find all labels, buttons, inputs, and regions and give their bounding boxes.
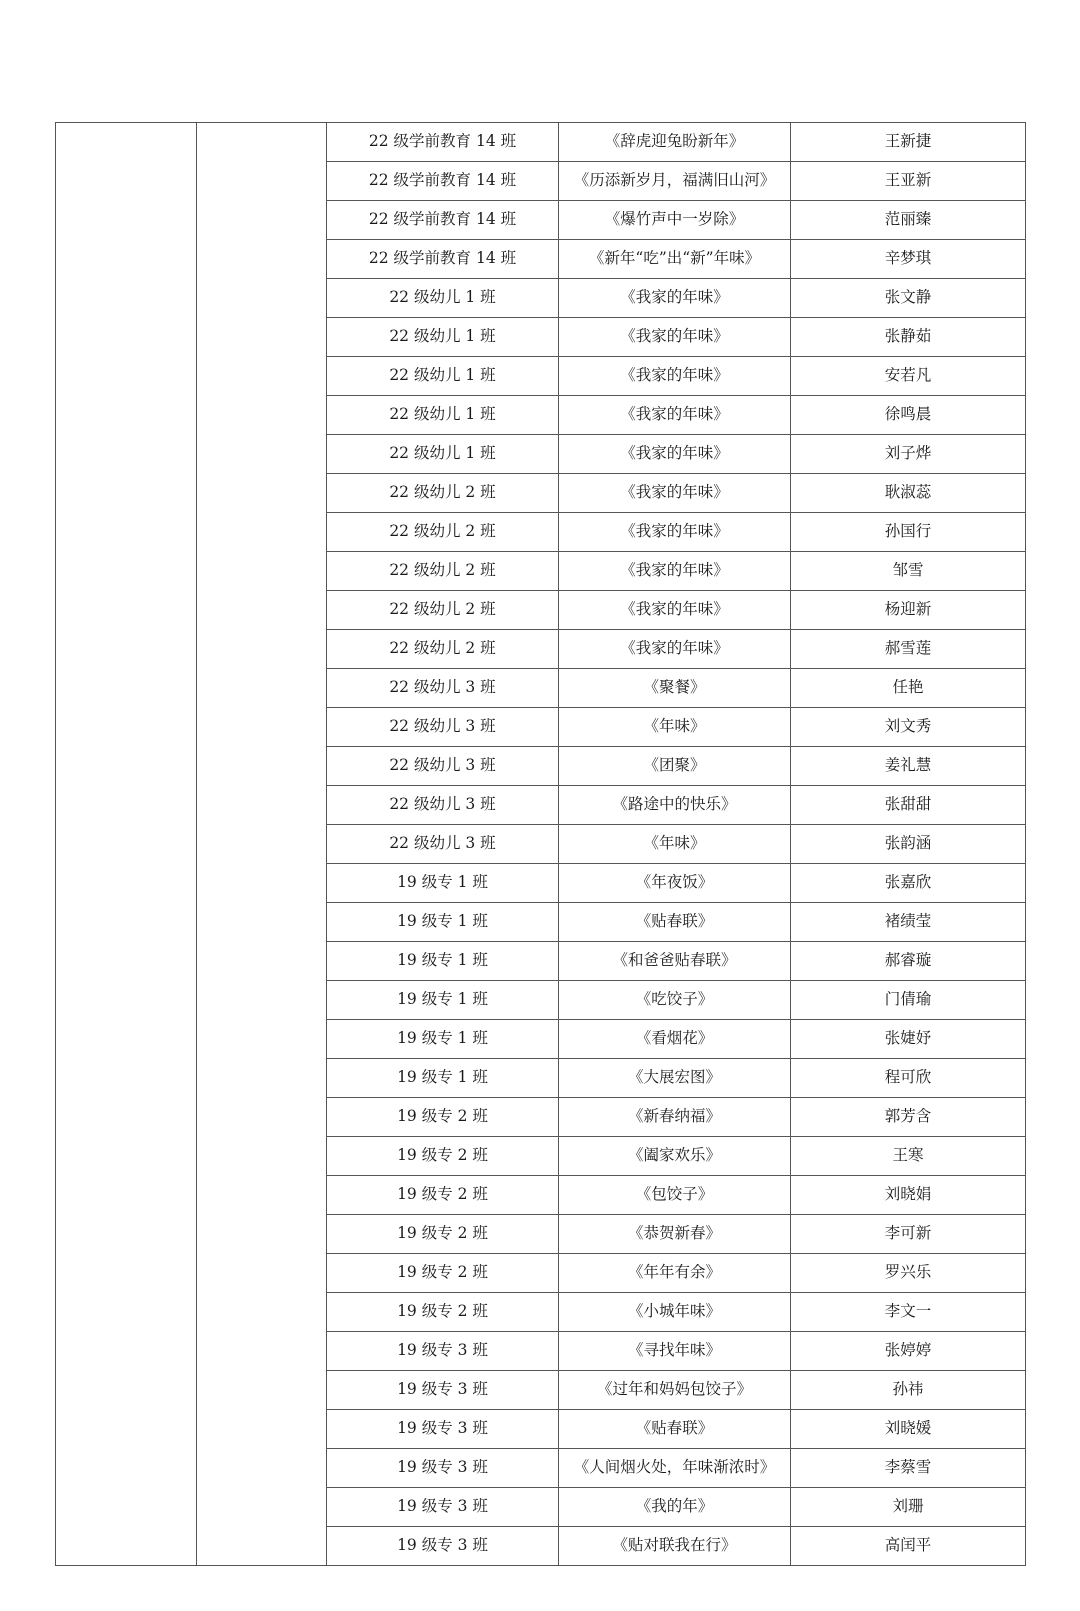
class-cell: 22 级学前教育 14 班	[327, 240, 559, 279]
author-cell: 刘珊	[791, 1488, 1026, 1527]
author-cell: 门倩瑜	[791, 981, 1026, 1020]
class-cell: 19 级专 1 班	[327, 864, 559, 903]
class-cell: 22 级幼儿 3 班	[327, 747, 559, 786]
class-cell: 22 级幼儿 2 班	[327, 474, 559, 513]
author-cell: 邹雪	[791, 552, 1026, 591]
author-cell: 李可新	[791, 1215, 1026, 1254]
class-cell: 22 级学前教育 14 班	[327, 123, 559, 162]
author-cell: 褚绩莹	[791, 903, 1026, 942]
author-cell: 刘晓娟	[791, 1176, 1026, 1215]
author-cell: 张婕妤	[791, 1020, 1026, 1059]
class-cell: 19 级专 3 班	[327, 1332, 559, 1371]
category-cell	[56, 123, 197, 1566]
class-cell: 19 级专 3 班	[327, 1527, 559, 1566]
author-cell: 范丽臻	[791, 201, 1026, 240]
author-cell: 刘子烨	[791, 435, 1026, 474]
title-cell: 《我家的年味》	[559, 396, 791, 435]
title-cell: 《大展宏图》	[559, 1059, 791, 1098]
class-cell: 19 级专 3 班	[327, 1488, 559, 1527]
class-cell: 22 级幼儿 2 班	[327, 591, 559, 630]
title-cell: 《人间烟火处，年味渐浓时》	[559, 1449, 791, 1488]
title-cell: 《历添新岁月，福满旧山河》	[559, 162, 791, 201]
author-cell: 刘文秀	[791, 708, 1026, 747]
title-cell: 《团聚》	[559, 747, 791, 786]
author-cell: 孙祎	[791, 1371, 1026, 1410]
title-cell: 《我家的年味》	[559, 552, 791, 591]
class-cell: 22 级幼儿 1 班	[327, 396, 559, 435]
author-cell: 李蔡雪	[791, 1449, 1026, 1488]
author-cell: 安若凡	[791, 357, 1026, 396]
author-cell: 孙国行	[791, 513, 1026, 552]
class-cell: 19 级专 3 班	[327, 1449, 559, 1488]
author-cell: 张甜甜	[791, 786, 1026, 825]
author-cell: 任艳	[791, 669, 1026, 708]
class-cell: 19 级专 2 班	[327, 1098, 559, 1137]
author-cell: 王亚新	[791, 162, 1026, 201]
title-cell: 《新春纳福》	[559, 1098, 791, 1137]
class-cell: 19 级专 3 班	[327, 1410, 559, 1449]
title-cell: 《聚餐》	[559, 669, 791, 708]
author-cell: 张婷婷	[791, 1332, 1026, 1371]
title-cell: 《我家的年味》	[559, 591, 791, 630]
author-cell: 李文一	[791, 1293, 1026, 1332]
class-cell: 22 级幼儿 2 班	[327, 630, 559, 669]
title-cell: 《贴对联我在行》	[559, 1527, 791, 1566]
author-cell: 辛梦琪	[791, 240, 1026, 279]
title-cell: 《寻找年味》	[559, 1332, 791, 1371]
title-cell: 《和爸爸贴春联》	[559, 942, 791, 981]
table-body	[56, 123, 1026, 1566]
title-cell: 《年夜饭》	[559, 864, 791, 903]
author-cell: 张嘉欣	[791, 864, 1026, 903]
class-cell: 19 级专 1 班	[327, 942, 559, 981]
title-cell: 《贴春联》	[559, 903, 791, 942]
class-cell: 19 级专 2 班	[327, 1254, 559, 1293]
title-cell: 《我家的年味》	[559, 357, 791, 396]
title-cell: 《我家的年味》	[559, 474, 791, 513]
class-cell: 22 级幼儿 3 班	[327, 786, 559, 825]
title-cell: 《我家的年味》	[559, 513, 791, 552]
table-row	[56, 123, 1026, 162]
class-cell: 19 级专 2 班	[327, 1137, 559, 1176]
class-cell: 22 级幼儿 1 班	[327, 435, 559, 474]
author-cell: 高闰平	[791, 1527, 1026, 1566]
class-cell: 22 级幼儿 1 班	[327, 318, 559, 357]
title-cell: 《新年“吃”出“新”年味》	[559, 240, 791, 279]
title-cell: 《路途中的快乐》	[559, 786, 791, 825]
class-cell: 22 级幼儿 3 班	[327, 825, 559, 864]
title-cell: 《看烟花》	[559, 1020, 791, 1059]
class-cell: 19 级专 2 班	[327, 1293, 559, 1332]
author-cell: 郭芳含	[791, 1098, 1026, 1137]
title-cell: 《阖家欢乐》	[559, 1137, 791, 1176]
award-level-cell	[197, 123, 327, 1566]
class-cell: 19 级专 1 班	[327, 903, 559, 942]
title-cell: 《年味》	[559, 708, 791, 747]
award-list-table	[55, 122, 1026, 1566]
class-cell: 19 级专 2 班	[327, 1215, 559, 1254]
author-cell: 耿淑蕊	[791, 474, 1026, 513]
class-cell: 19 级专 3 班	[327, 1371, 559, 1410]
class-cell: 22 级学前教育 14 班	[327, 201, 559, 240]
title-cell: 《我家的年味》	[559, 435, 791, 474]
author-cell: 张文静	[791, 279, 1026, 318]
author-cell: 王新捷	[791, 123, 1026, 162]
author-cell: 姜礼慧	[791, 747, 1026, 786]
class-cell: 22 级幼儿 1 班	[327, 279, 559, 318]
class-cell: 22 级幼儿 3 班	[327, 708, 559, 747]
title-cell: 《我的年》	[559, 1488, 791, 1527]
title-cell: 《爆竹声中一岁除》	[559, 201, 791, 240]
title-cell: 《贴春联》	[559, 1410, 791, 1449]
title-cell: 《年味》	[559, 825, 791, 864]
class-cell: 22 级幼儿 3 班	[327, 669, 559, 708]
class-cell: 19 级专 1 班	[327, 1059, 559, 1098]
title-cell: 《年年有余》	[559, 1254, 791, 1293]
author-cell: 杨迎新	[791, 591, 1026, 630]
title-cell: 《我家的年味》	[559, 630, 791, 669]
author-cell: 刘晓媛	[791, 1410, 1026, 1449]
class-cell: 22 级幼儿 2 班	[327, 513, 559, 552]
title-cell: 《包饺子》	[559, 1176, 791, 1215]
author-cell: 张静茹	[791, 318, 1026, 357]
class-cell: 22 级幼儿 1 班	[327, 357, 559, 396]
class-cell: 22 级幼儿 2 班	[327, 552, 559, 591]
author-cell: 郝雪莲	[791, 630, 1026, 669]
author-cell: 罗兴乐	[791, 1254, 1026, 1293]
class-cell: 19 级专 1 班	[327, 981, 559, 1020]
author-cell: 徐鸣晨	[791, 396, 1026, 435]
author-cell: 程可欣	[791, 1059, 1026, 1098]
author-cell: 王寒	[791, 1137, 1026, 1176]
author-cell: 郝睿璇	[791, 942, 1026, 981]
class-cell: 19 级专 2 班	[327, 1176, 559, 1215]
class-cell: 22 级学前教育 14 班	[327, 162, 559, 201]
title-cell: 《我家的年味》	[559, 318, 791, 357]
title-cell: 《过年和妈妈包饺子》	[559, 1371, 791, 1410]
title-cell: 《我家的年味》	[559, 279, 791, 318]
title-cell: 《辞虎迎兔盼新年》	[559, 123, 791, 162]
title-cell: 《小城年味》	[559, 1293, 791, 1332]
title-cell: 《吃饺子》	[559, 981, 791, 1020]
author-cell: 张韵涵	[791, 825, 1026, 864]
title-cell: 《恭贺新春》	[559, 1215, 791, 1254]
class-cell: 19 级专 1 班	[327, 1020, 559, 1059]
